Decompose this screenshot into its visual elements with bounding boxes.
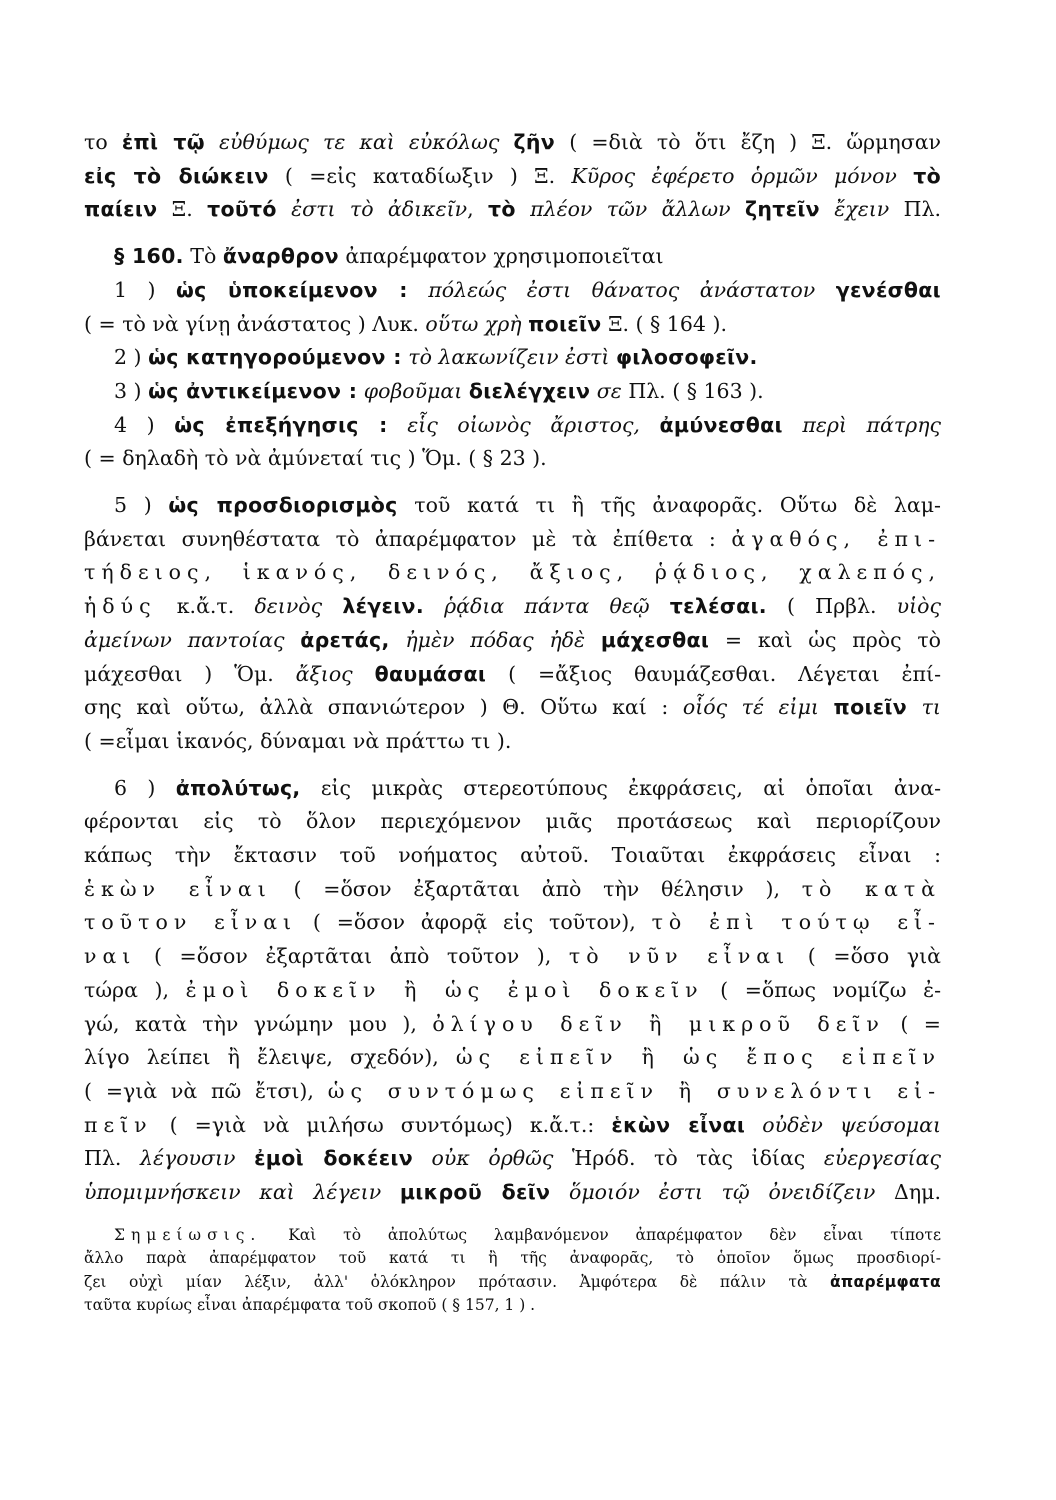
text-line: 3 ) ὡς ἀντικείμενον : φοβοῦμαι διελέγχειν σε Πλ. ( § 163 ). [114, 378, 764, 403]
text-line: ἡδύς κ.ἄ.τ. δεινὸς λέγειν. ῥᾴδια πάντα θεῷ τελέσαι. ( Πρβλ. υἱὸς [84, 594, 941, 619]
footnote [84, 1224, 941, 1318]
text-line: 5 ) ὡς προσδιορισμὸς τοῦ κατά τι ἢ τῆς ἀναφορᾶς. Οὕτω δὲ λαμ- [114, 493, 941, 518]
text-line: λίγο λείπει ἢ ἔλειψε, σχεδόν), ὡς εἰπεῖν ἢ ὡς ἔπος εἰπεῖν [84, 1045, 941, 1070]
text-line: ναι ( =ὅσον ἐξαρτᾶται ἀπὸ τοῦτον ), τὸ νῦν εἶναι ( =ὅσο γιὰ [84, 944, 941, 969]
text-line: τήδειος, ἱκανός, δεινός, ἄξιος, ῥᾴδιος, χαλεπός, [84, 560, 941, 585]
text-line: 6 ) ἀπολύτως, εἰς μικρὰς στερεοτύπους ἐκφράσεις, αἱ ὁποῖαι ἀνα- [114, 775, 941, 800]
text-line: τοῦτον εἶναι ( =ὅσον ἀφορᾷ εἰς τοῦτον), τὸ ἐπὶ τούτῳ εἶ- [84, 910, 941, 935]
text-line: ( = τὸ νὰ γίνῃ ἀνάστατος ) Λυκ. οὕτω χρὴ ποιεῖν Ξ. ( § 164 ). [84, 311, 727, 336]
text-line: 2 ) ὡς κατηγορούμενον : τὸ λακωνίζειν ἐστὶ φιλοσοφεῖν. [114, 345, 758, 370]
text-line: γώ, κατὰ τὴν γνώμην μου ), ὀλίγου δεῖν ἢ μικροῦ δεῖν ( = [84, 1011, 941, 1036]
text-line: ( = δηλαδὴ τὸ νὰ ἀμύνεταί τις ) Ὅμ. ( § 23 ). [84, 446, 547, 471]
footnote-line: ζει οὐχὶ μίαν λέξιν, ἀλλ' ὁλόκληρον πρότασιν. Ἀμφότερα δὲ πάλιν τὰ ἀπαρέμφατα [84, 1272, 941, 1291]
text-line: το ἐπὶ τῷ εὐθύμως τε καὶ εὐκόλως ζῆν ( =διὰ τὸ ὅτι ἔζη ) Ξ. ὥρμησαν [84, 130, 941, 154]
text-line: ἑκὼν εἶναι ( =ὅσον ἐξαρτᾶται ἀπὸ τὴν θέλησιν ), τὸ κατὰ [84, 876, 941, 901]
footnote-line: ταῦτα κυρίως εἶναι ἀπαρέμφατα τοῦ σκοποῦ ( § 157, 1 ) . [84, 1296, 536, 1315]
text-line: ( =εἶμαι ἱκανός, δύναμαι νὰ πράττω τι ). [84, 728, 512, 753]
text-line: Πλ. λέγουσιν ἐμοὶ δοκέειν οὐκ ὀρθῶς Ἡρόδ. τὸ τὰς ἰδίας εὐεργεσίας [84, 1146, 941, 1171]
text-line: μάχεσθαι ) Ὅμ. ἄξιος θαυμάσαι ( =ἄξιος θαυμάζεσθαι. Λέγεται ἐπί- [84, 661, 941, 686]
text-line: κάπως τὴν ἔκτασιν τοῦ νοήματος αὐτοῦ. Τοιαῦται ἐκφράσεις εἶναι : [84, 843, 941, 868]
section-heading: § 160. Τὸ ἄναρθρον ἀπαρέμφατον χρησιμοποιεῖται [114, 244, 664, 269]
text-line: ἀμείνων παντοίας ἀρετάς, ἠμὲν πόδας ἠδὲ μάχεσθαι = καὶ ὡς πρὸς τὸ [84, 627, 941, 652]
footnote-line: ἄλλο παρὰ ἀπαρέμφατον τοῦ κατά τι ἢ τῆς ἀναφορᾶς, τὸ ὁποῖον ὅμως προσδιορί- [84, 1249, 941, 1268]
text-line: παίειν Ξ. τοῦτό ἐστι τὸ ἀδικεῖν, τὸ πλέον τῶν ἄλλων ζητεῖν ἔχειν Πλ. [84, 197, 941, 222]
text-line: πεῖν ( =γιὰ νὰ μιλήσω συντόμως) κ.ἄ.τ.: ἑκὼν εἶναι οὐδὲν ψεύσομαι [84, 1112, 941, 1137]
text-line: βάνεται συνηθέστατα τὸ ἀπαρέμφατον μὲ τὰ ἐπίθετα : ἀγαθός, ἐπι- [84, 526, 941, 551]
text-line: 1 ) ὡς ὑποκείμενον : πόλεώς ἐστι θάνατος ἀνάστατον γενέσθαι [114, 277, 941, 302]
text-line: ( =γιὰ νὰ πῶ ἔτσι), ὡς συντόμως εἰπεῖν ἢ συνελόντι εἰ- [84, 1078, 941, 1103]
text-line: τώρα ), ἐμοὶ δοκεῖν ἢ ὡς ἐμοὶ δοκεῖν ( =ὅπως νομίζω ἐ- [84, 977, 941, 1002]
text-line: φέρονται εἰς τὸ ὅλον περιεχόμενον μιᾶς προτάσεως καὶ περιορίζουν [84, 809, 941, 834]
text-line: εἰς τὸ διώκειν ( =εἰς καταδίωξιν ) Ξ. Κῦρος ἐφέρετο ὁρμῶν μόνον τὸ [84, 163, 941, 188]
footnote-line: Σημείωσις. Καὶ τὸ ἀπολύτως λαμβανόμενον ἀπαρέμφατον δὲν εἶναι τίποτε [114, 1225, 941, 1244]
text-line: ὑπομιμνήσκειν καὶ λέγειν μικροῦ δεῖν ὅμοιόν ἐστι τῷ ὀνειδίζειν Δημ. [84, 1180, 941, 1205]
text-line: σης καὶ οὕτω, ἀλλὰ σπανιώτερον ) Θ. Οὕτω καί : οἷός τέ εἰμι ποιεῖν τι [84, 695, 941, 720]
text-line: 4 ) ὡς ἐπεξήγησις : εἷς οἰωνὸς ἄριστος, ἀμύνεσθαι περὶ πάτρης [114, 412, 941, 437]
